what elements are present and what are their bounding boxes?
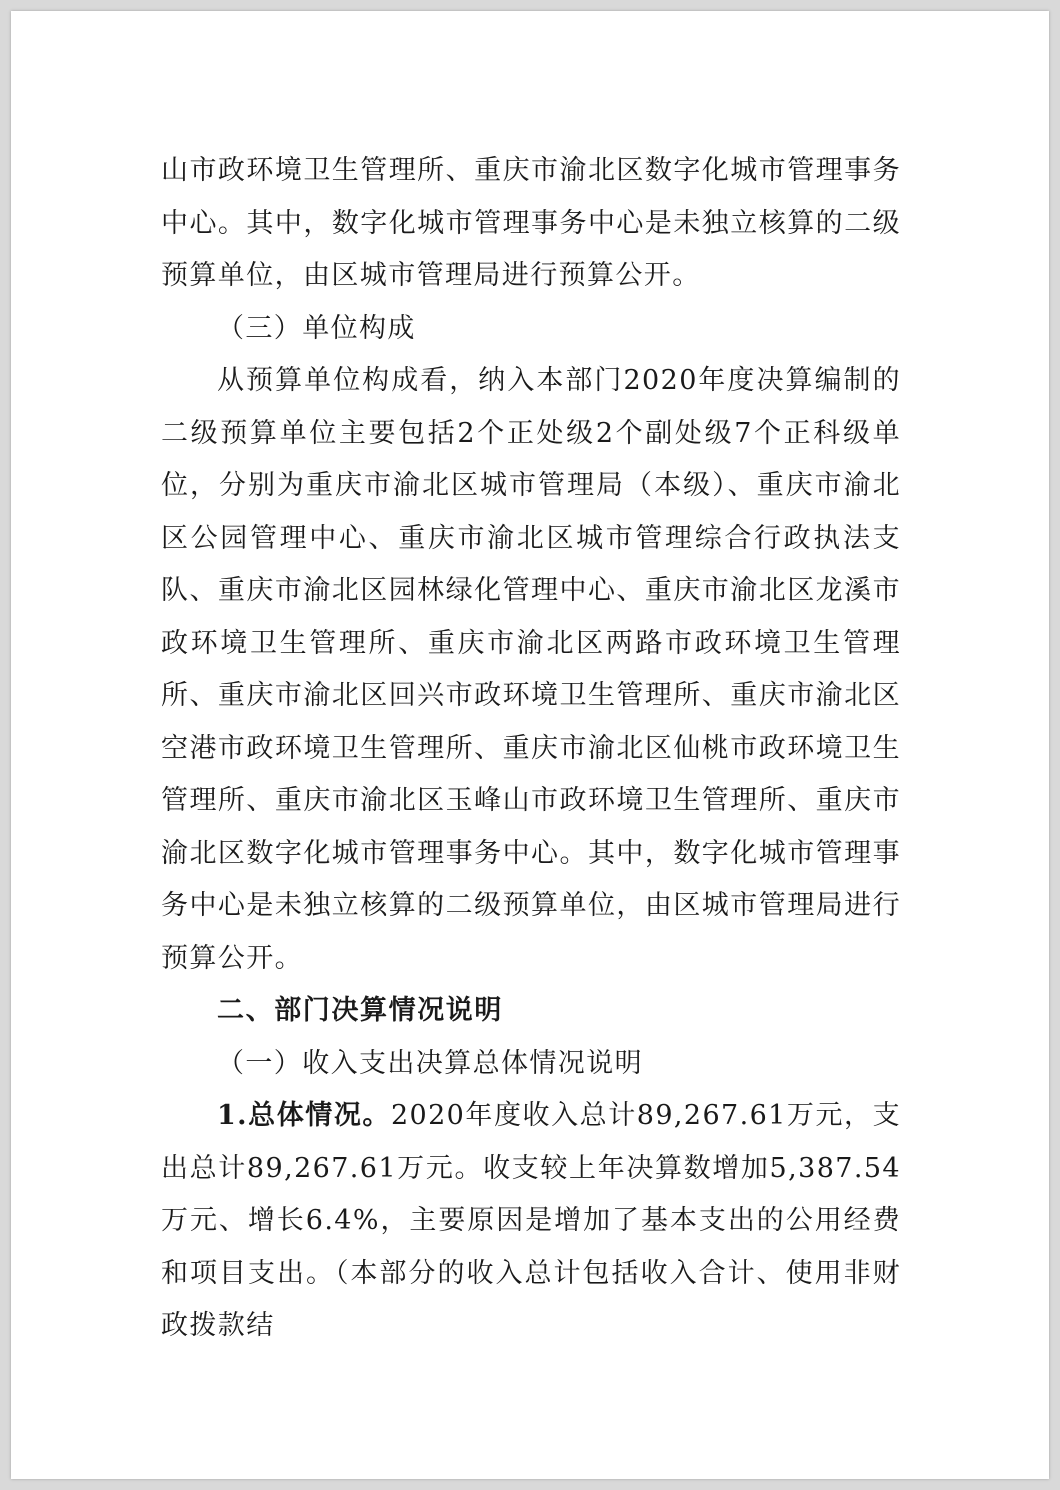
heading-unit-composition: （三）单位构成 (217, 312, 416, 344)
document-body (161, 145, 901, 1353)
overall-body: 2020年度收入总计89,267.61万元，支出总计89,267.61万元。收支较上年决算数增加5,387.54万元、增长6.4%，主要原因是增加了基本支出的公用经费和项目支出。（本部分的收入总计包括收入合计、使用非财政拨款结 (161, 1100, 901, 1341)
heading-income-expense: （一）收入支出决算总体情况说明 (217, 1047, 643, 1079)
overall-lead: 1.总体情况。 (217, 1100, 391, 1131)
paragraph-continuation: 山市政环境卫生管理所、重庆市渝北区数字化城市管理事务中心。其中，数字化城市管理事务中心是未独立核算的二级预算单位，由区城市管理局进行预算公开。 (161, 155, 901, 291)
paragraph-overall (161, 1090, 901, 1353)
paragraph-unit-composition: 从预算单位构成看，纳入本部门2020年度决算编制的二级预算单位主要包括2个正处级2个副处级7个正科级单位，分别为重庆市渝北区城市管理局（本级）、重庆市渝北区公园管理中心、重庆市渝北区城市管理综合行政执法支队、重庆市渝北区园林绿化管理中心、重庆市渝北区龙溪市政环境卫生管理所、重庆市渝北区两路市政环境卫生管理所、重庆市渝北区回兴市政环境卫生管理所、重庆市渝北区空港市政环境卫生管理所、重庆市渝北区仙桃市政环境卫生管理所、重庆市渝北区玉峰山市政环境卫生管理所、重庆市渝北区数字化城市管理事务中心。其中，数字化城市管理事务中心是未独立核算的二级预算单位，由区城市管理局进行预算公开。 (161, 365, 901, 974)
document-page (11, 11, 1049, 1479)
heading-section-two: 二、部门决算情况说明 (217, 995, 503, 1026)
